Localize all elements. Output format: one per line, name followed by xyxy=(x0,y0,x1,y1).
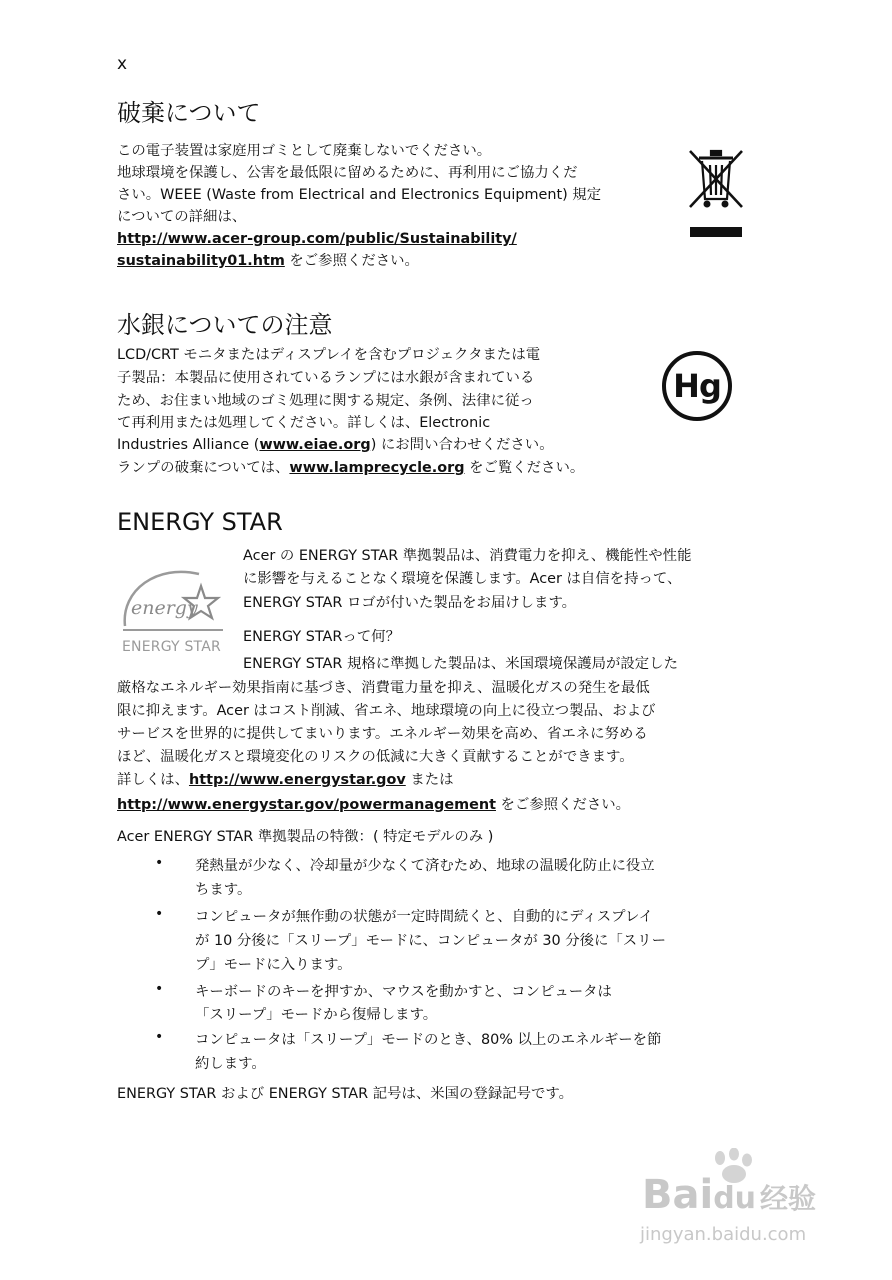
bullet-marker: • xyxy=(155,906,164,922)
disposal-heading: 破棄について xyxy=(117,99,261,127)
energy-trademark-note: ENERGY STAR および ENERGY STAR 記号は、米国の登録記号です。 xyxy=(117,1086,574,1102)
bullet-1-line-1: 発熱量が少なく、冷却量が少なくて済むため、地球の温暖化防止に役立 xyxy=(195,858,655,874)
energy-star-heading: ENERGY STAR xyxy=(117,508,283,536)
mercury-line-3: ため、お住まい地域のゴミ処理に関する規定、条例、法律に従っ xyxy=(117,393,534,409)
energystar-powermanagement-link[interactable]: http://www.energystar.gov/powermanagement xyxy=(117,797,496,813)
bullet-marker: • xyxy=(155,981,164,997)
energy-more-prefix: 詳しくは、 xyxy=(117,772,189,788)
energy-body-line-2: 限に抑えます。Acer はコスト削減、省エネ、地球環境の向上に役立つ製品、および xyxy=(117,703,656,719)
mercury-line-5-suffix: ) にお問い合わせください。 xyxy=(370,437,554,453)
mercury-hg-icon xyxy=(662,351,732,421)
bullet-marker: • xyxy=(155,855,164,871)
energy-body-line-4: ほど、温暖化ガスと環境変化のリスクの低減に大きく貢献することができます。 xyxy=(117,749,634,765)
mercury-line-6-suffix: をご覧ください。 xyxy=(464,460,585,476)
baidu-jingyan-watermark xyxy=(640,1148,855,1248)
acer-sustainability-link[interactable]: http://www.acer-group.com/public/Sustainability/ xyxy=(117,231,517,247)
mercury-line-5-prefix: Industries Alliance ( xyxy=(117,437,260,453)
energy-body-line-3: サービスを世界的に提供してまいります。エネルギー効果を高め、省エネに努める xyxy=(117,726,648,742)
disposal-line-3: さい。WEEE (Waste from Electrical and Electronics Equipment) 規定 xyxy=(117,187,602,203)
energy-logo-script: energy xyxy=(131,597,198,619)
acer-sustainability-link-cont[interactable]: sustainability01.htm xyxy=(117,253,285,269)
energy-intro-line-2: に影響を与えることなく環境を保護します。Acer は自信を持って、 xyxy=(243,571,682,587)
bullet-4-line-1: コンピュータは「スリープ」モードのとき、80% 以上のエネルギーを節 xyxy=(195,1032,662,1048)
bullet-3-line-1: キーボードのキーを押すか、マウスを動かすと、コンピュータは xyxy=(195,984,612,1000)
lamprecycle-link[interactable]: www.lamprecycle.org xyxy=(289,460,465,476)
mercury-line-2: 子製品：本製品に使用されているランプには水銀が含まれている xyxy=(117,370,535,386)
watermark-brand: Bai xyxy=(642,1172,714,1218)
energy-star-swoosh-icon xyxy=(117,560,229,638)
energy-body-line-1: 厳格なエネルギー効果指南に基づき、消費電力量を抑え、温暖化ガスの発生を最低 xyxy=(117,680,650,696)
bullet-2-line-3: プ」モードに入ります。 xyxy=(195,957,352,973)
bullet-2-line-2: が 10 分後に「スリープ」モードに、コンピュータが 30 分後に「スリー xyxy=(195,933,666,949)
watermark-brand-du: du xyxy=(713,1181,757,1216)
bullet-4-line-2: 約します。 xyxy=(195,1056,266,1072)
page-number: x xyxy=(117,54,128,74)
eiae-link[interactable]: www.eiae.org xyxy=(259,437,371,453)
mercury-heading: 水銀についての注意 xyxy=(117,311,333,339)
disposal-link-suffix: をご参照ください。 xyxy=(284,253,419,269)
bullet-marker: • xyxy=(155,1029,164,1045)
bullet-2-line-1: コンピュータが無作動の状態が一定時間続くと、自動的にディスプレイ xyxy=(195,909,654,925)
energy-intro-line-3: ENERGY STAR ロゴが付いた製品をお届けします。 xyxy=(243,595,577,611)
energy-star-logo xyxy=(117,560,229,660)
energy-more-mid: または xyxy=(405,772,454,788)
disposal-line-4: についての詳細は、 xyxy=(117,209,247,225)
weee-crossed-bin-icon xyxy=(684,147,748,239)
bullet-3-line-2: 「スリープ」モードから復帰します。 xyxy=(195,1007,438,1023)
watermark-url: jingyan.baidu.com xyxy=(640,1224,807,1245)
mercury-line-6-prefix: ランプの破棄については、 xyxy=(117,460,290,476)
mercury-line-1: LCD/CRT モニタまたはディスプレイを含むプロジェクタまたは電 xyxy=(117,347,541,363)
bullet-1-line-2: ちます。 xyxy=(195,882,252,898)
watermark-cn: 经验 xyxy=(760,1182,817,1215)
energy-body-first: ENERGY STAR 規格に準拠した製品は、米国環境保護局が設定した xyxy=(243,656,678,672)
mercury-line-4: て再利用または処理してください。詳しくは、Electronic xyxy=(117,415,491,431)
energy-logo-caption: ENERGY STAR xyxy=(122,639,221,655)
energy-question: ENERGY STARって何？ xyxy=(243,629,400,645)
energy-more-suffix: をご参照ください。 xyxy=(495,797,631,813)
energystar-link[interactable]: http://www.energystar.gov xyxy=(188,772,406,788)
disposal-line-2: 地球環境を保護し、公害を最低限に留めるために、再利用にご協力くだ xyxy=(117,165,578,181)
energy-features-heading: Acer ENERGY STAR 準拠製品の特徴：( 特定モデルのみ ) xyxy=(117,829,494,845)
energy-intro-line-1: Acer の ENERGY STAR 準拠製品は、消費電力を抑え、機能性や性能 xyxy=(243,548,692,564)
disposal-line-1: この電子装置は家庭用ゴミとして廃棄しないでください。 xyxy=(117,143,492,159)
hg-icon-text: Hg xyxy=(673,367,721,405)
